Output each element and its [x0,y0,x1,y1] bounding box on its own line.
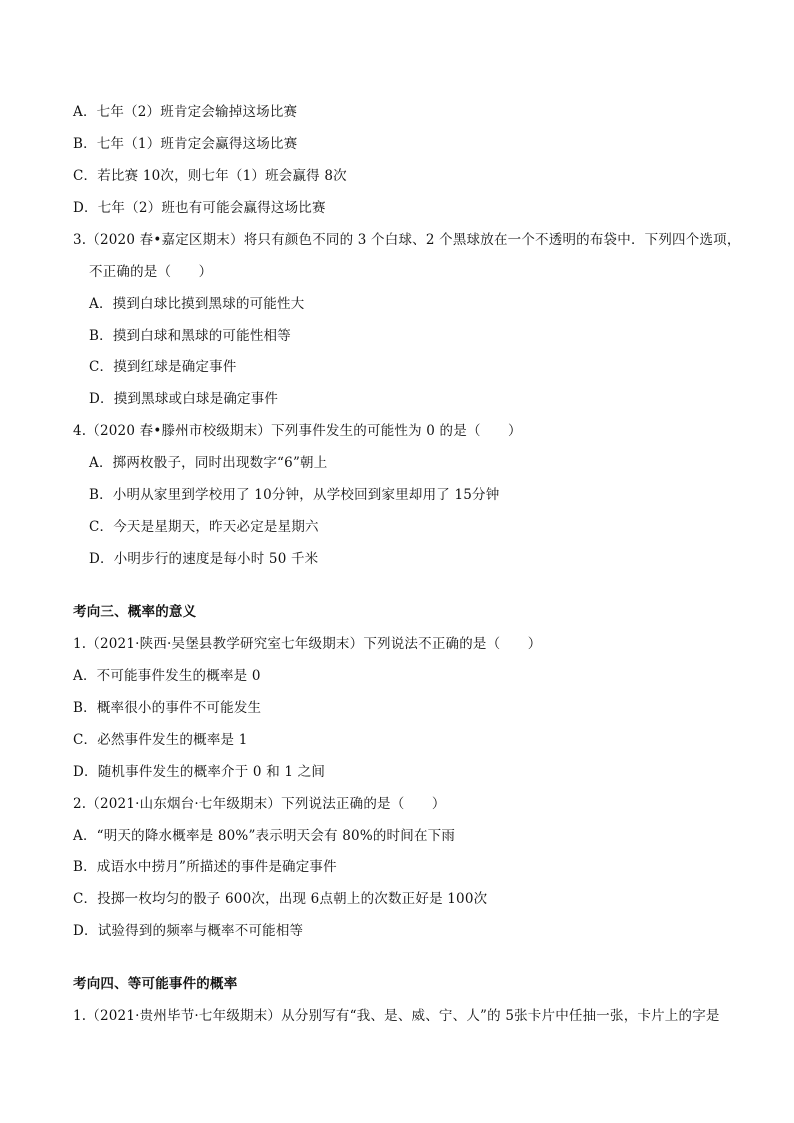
text-line: B．摸到白球和黑球的可能性相等 [89,328,291,344]
text-line: A．不可能事件发生的概率是 0 [73,668,261,684]
text-line: 2.（2021·山东烟台·七年级期末）下列说法正确的是（ ） [73,796,446,812]
text-line: D．摸到黑球或白球是确定事件 [89,391,279,407]
text-line: 不正确的是（ ） [89,264,213,280]
text-line: A．“明天的降水概率是 80%”表示明天会有 80%的时间在下雨 [73,828,456,844]
section-heading: 考向四、等可能事件的概率 [73,976,238,992]
text-line: D．小明步行的速度是每小时 50 千米 [89,551,319,567]
text-line: C．投掷一枚均匀的骰子 600次，出现 6点朝上的次数正好是 100次 [73,891,488,907]
section-heading: 考向三、概率的意义 [73,604,197,620]
text-line: C．若比赛 10次，则七年（1）班会赢得 8次 [73,168,347,184]
text-line: C．必然事件发生的概率是 1 [73,732,248,748]
text-line: 4.（2020 春•滕州市校级期末）下列事件发生的可能性为 0 的是（ ） [73,423,522,439]
text-line: C．摸到红球是确定事件 [89,359,237,375]
text-line: A．掷两枚骰子，同时出现数字“6”朝上 [89,455,328,471]
text-line: A．摸到白球比摸到黑球的可能性大 [89,296,305,312]
text-line: D．七年（2）班也有可能会赢得这场比赛 [73,200,326,216]
text-line: B．小明从家里到学校用了 10分钟，从学校回到家里却用了 15分钟 [89,487,500,503]
text-line: B．成语水中捞月”所描述的事件是确定事件 [73,859,337,875]
text-line: 1.（2021·陕西·吴堡县教学研究室七年级期末）下列说法不正确的是（ ） [73,636,542,652]
text-line: D．随机事件发生的概率介于 0 和 1 之间 [73,764,326,780]
text-line: 3.（2020 春•嘉定区期末）将只有颜色不同的 3 个白球、2 个黑球放在一个不透明的布袋中．下列四个选项， [73,232,741,248]
text-line: 1.（2021·贵州毕节·七年级期末）从分别写有“我、是、威、宁、人”的 5张卡片中任抽一张，卡片上的字是 [73,1008,720,1024]
text-line: C．今天是星期天，昨天必定是星期六 [89,519,319,535]
text-line: A．七年（2）班肯定会输掉这场比赛 [73,104,298,120]
text-line: B．七年（1）班肯定会赢得这场比赛 [73,136,298,152]
text-line: D．试验得到的频率与概率不可能相等 [73,923,304,939]
text-line: B．概率很小的事件不可能发生 [73,700,262,716]
